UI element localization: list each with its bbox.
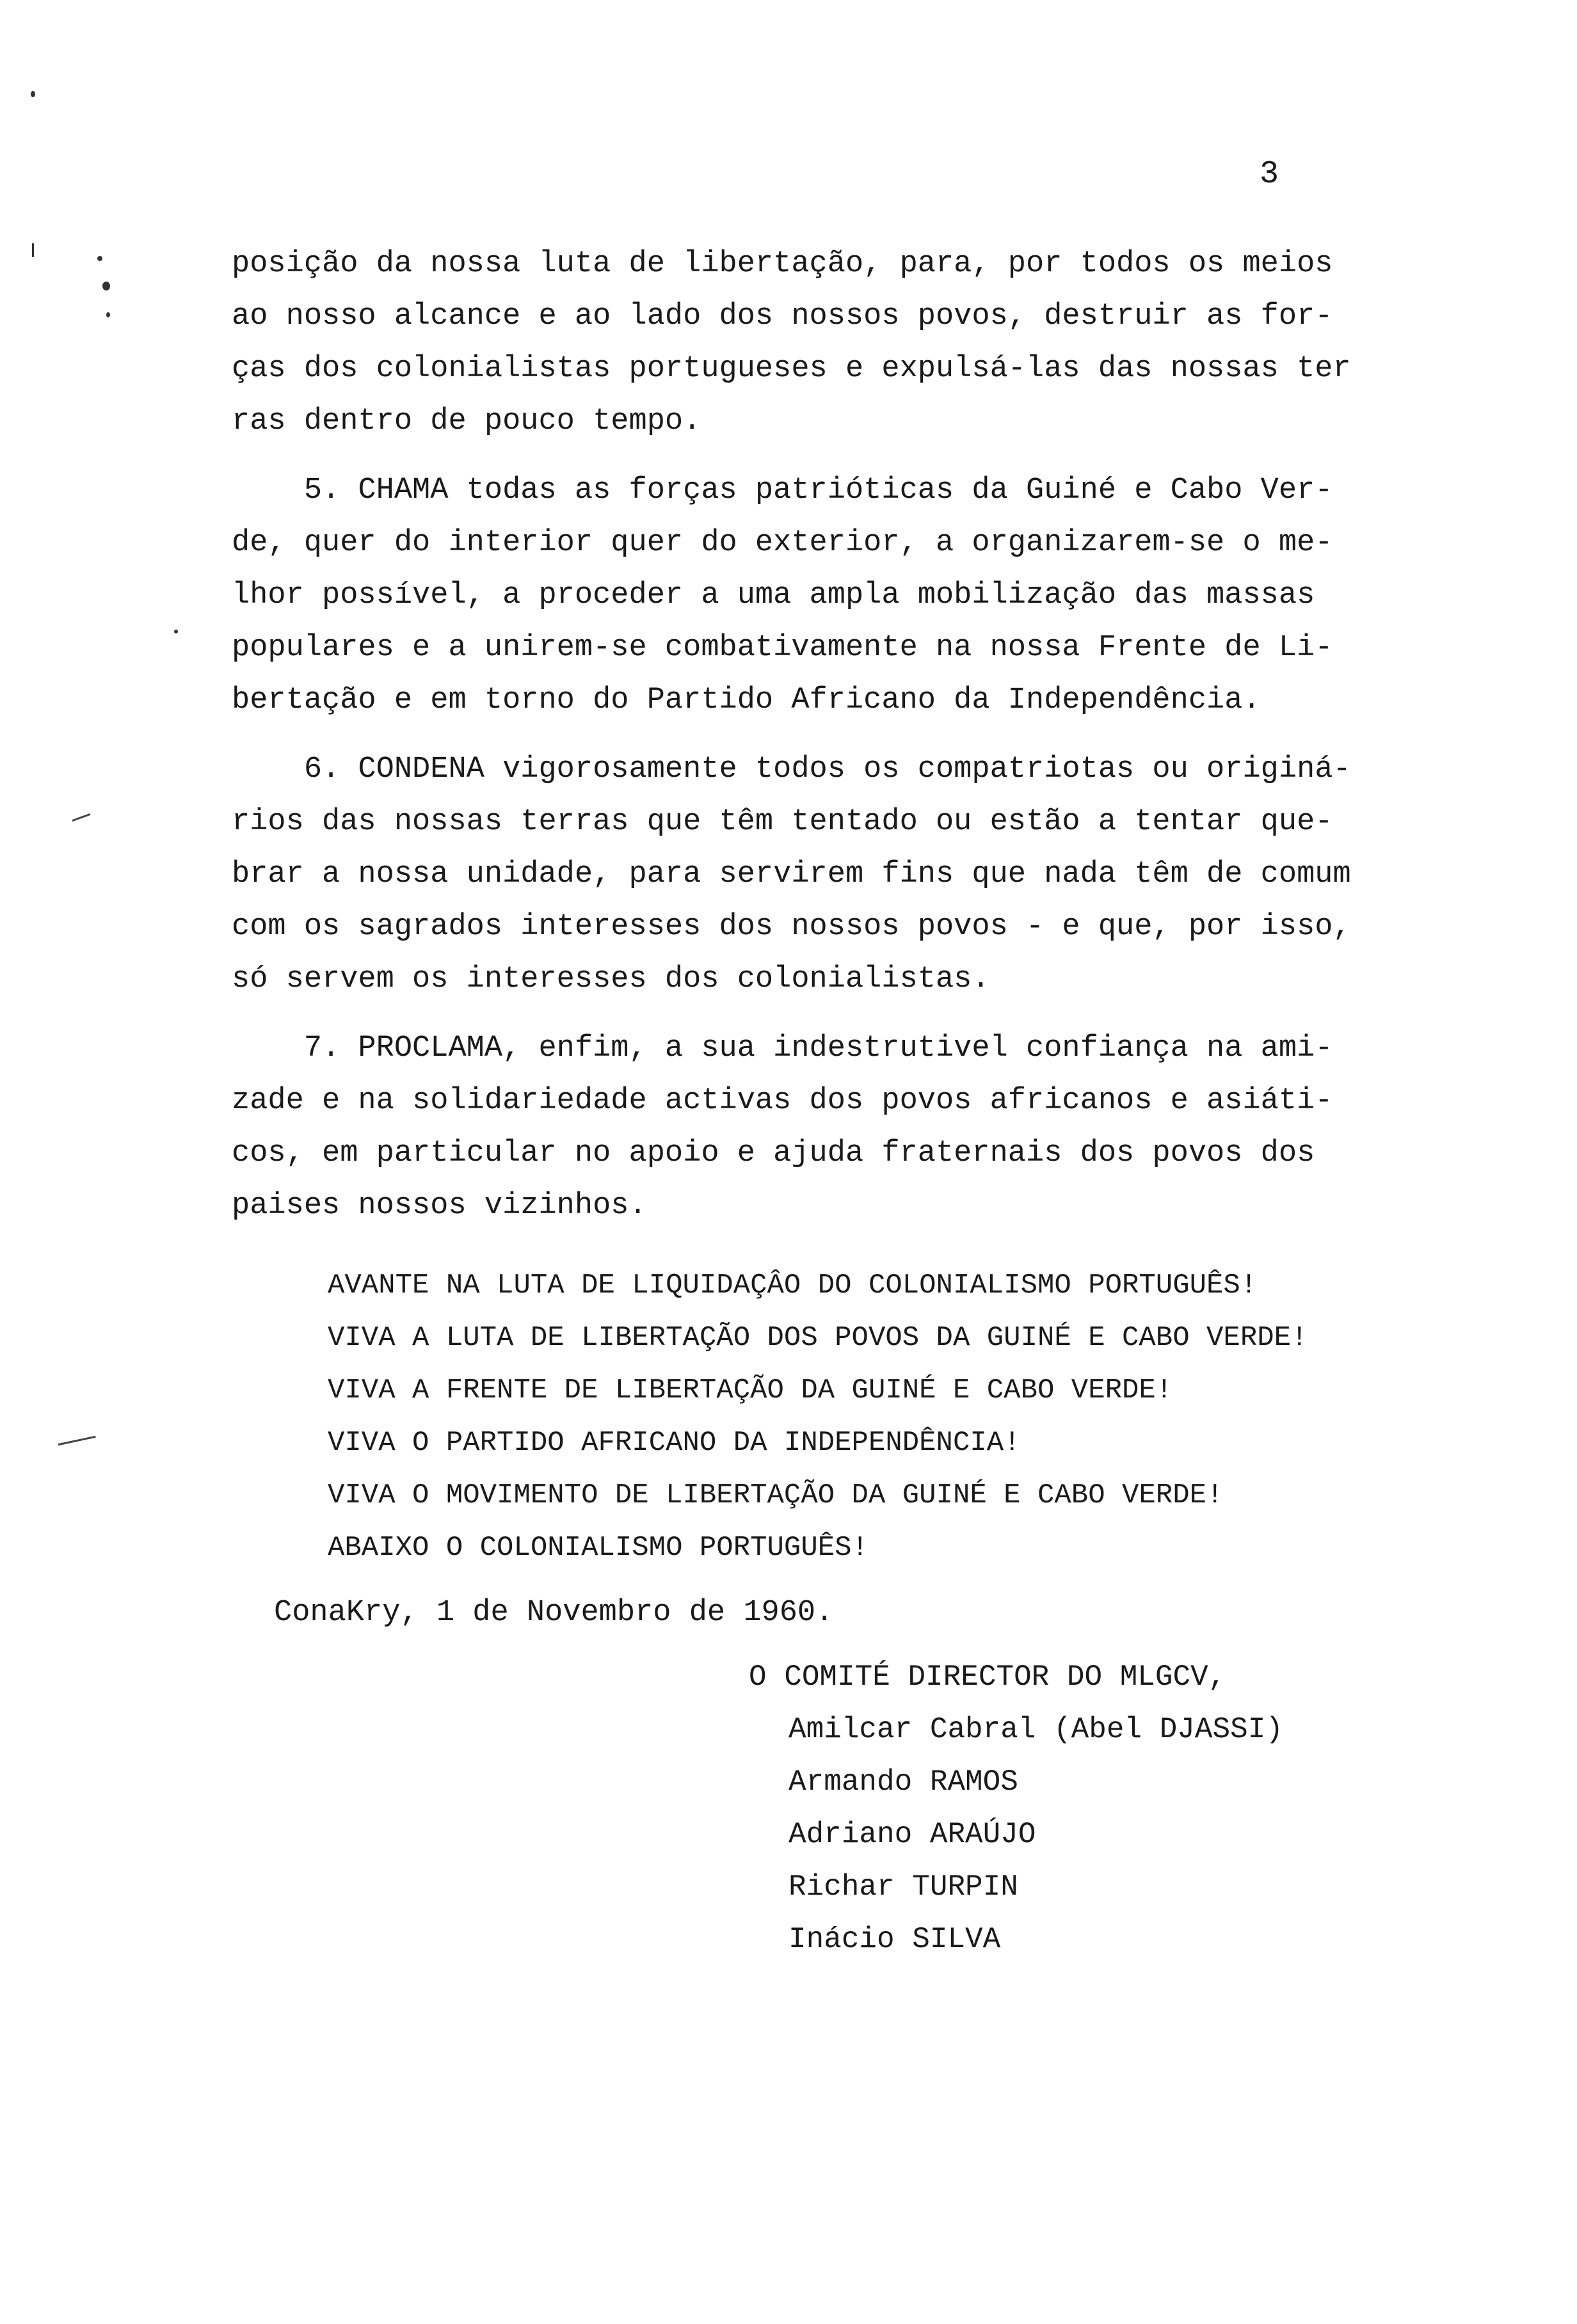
text-line: zade e na solidariedade activas dos povos africanos e asiáti-	[232, 1084, 1333, 1118]
paragraph-item-5	[232, 465, 1422, 727]
text-line: 5. CHAMA todas as forças patrióticas da Guiné e Cabo Ver-	[232, 474, 1333, 507]
text-line: populares e a unirem-se combativamente na nossa Frente de Li-	[232, 631, 1333, 665]
scan-speck	[106, 312, 110, 317]
text-line: bertação e em torno do Partido Africano da Independência.	[232, 683, 1261, 717]
text-line: cos, em particular no apoio e ajuda fraternais dos povos dos	[232, 1136, 1315, 1170]
signatory-list	[749, 1703, 1283, 1966]
paragraph-continuation	[232, 238, 1422, 448]
paragraph-item-6	[232, 744, 1422, 1006]
committee-title: O COMITÉ DIRECTOR DO MLGCV,	[749, 1660, 1226, 1694]
signature-block	[749, 1651, 1283, 1966]
text-line: 7. PROCLAMA, enfim, a sua indestrutivel confiança na ami-	[232, 1031, 1333, 1065]
slogan-list	[328, 1259, 1544, 1574]
scan-speck	[97, 256, 102, 261]
text-line: ças dos colonialistas portugueses e expulsá-las das nossas ter	[232, 352, 1351, 386]
scan-mark	[58, 1436, 95, 1445]
paragraph-item-7	[232, 1023, 1422, 1232]
text-line: paises nossos vizinhos.	[232, 1189, 647, 1223]
slogan: AVANTE NA LUTA DE LIQUIDAÇÂO DO COLONIALISMO PORTUGUÊS!	[328, 1269, 1258, 1301]
page-number: 3	[1260, 156, 1279, 193]
signatory: Adriano ARAÚJO	[788, 1818, 1036, 1851]
text-line: ao nosso alcance e ao lado dos nossos povos, destruir as for-	[232, 299, 1333, 333]
text-line: posição da nossa luta de libertação, para, por todos os meios	[232, 247, 1333, 281]
text-line: lhor possível, a proceder a uma ampla mobilização das massas	[232, 578, 1315, 612]
text-line: ras dentro de pouco tempo.	[232, 404, 701, 438]
slogan: VIVA A FRENTE DE LIBERTAÇÃO DA GUINÉ E CABO VERDE!	[328, 1374, 1173, 1406]
slogan: VIVA O PARTIDO AFRICANO DA INDEPENDÊNCIA!	[328, 1427, 1021, 1459]
scan-speck	[32, 243, 34, 257]
scan-speck	[102, 282, 110, 290]
signatory: Amilcar Cabral (Abel DJASSI)	[788, 1713, 1283, 1746]
slogan: ABAIXO O COLONIALISMO PORTUGUÊS!	[328, 1532, 869, 1564]
scan-speck	[31, 91, 35, 97]
signatory: Richar TURPIN	[788, 1870, 1018, 1904]
text-line: brar a nossa unidade, para servirem fins que nada têm de comum	[232, 857, 1351, 891]
slogan: VIVA A LUTA DE LIBERTAÇÃO DOS POVOS DA GUINÉ E CABO VERDE!	[328, 1322, 1308, 1354]
text-line: rios das nossas terras que têm tentado ou estão a tentar que-	[232, 805, 1333, 839]
slogan: VIVA O MOVIMENTO DE LIBERTAÇÃO DA GUINÉ E CABO VERDE!	[328, 1479, 1224, 1511]
text-line: 6. CONDENA vigorosamente todos os compatriotas ou originá-	[232, 752, 1351, 786]
text-line: de, quer do interior quer do exterior, a organizarem-se o me-	[232, 526, 1333, 560]
body-text	[232, 238, 1422, 1232]
dateline: ConaKry, 1 de Novembro de 1960.	[274, 1596, 834, 1630]
text-line: só servem os interesses dos colonialistas.	[232, 962, 990, 996]
scan-speck	[174, 630, 178, 633]
signatory: Armando RAMOS	[788, 1765, 1018, 1799]
signatory: Inácio SILVA	[788, 1923, 1001, 1956]
text-line: com os sagrados interesses dos nossos povos - e que, por isso,	[232, 910, 1351, 944]
scan-mark	[72, 813, 90, 822]
